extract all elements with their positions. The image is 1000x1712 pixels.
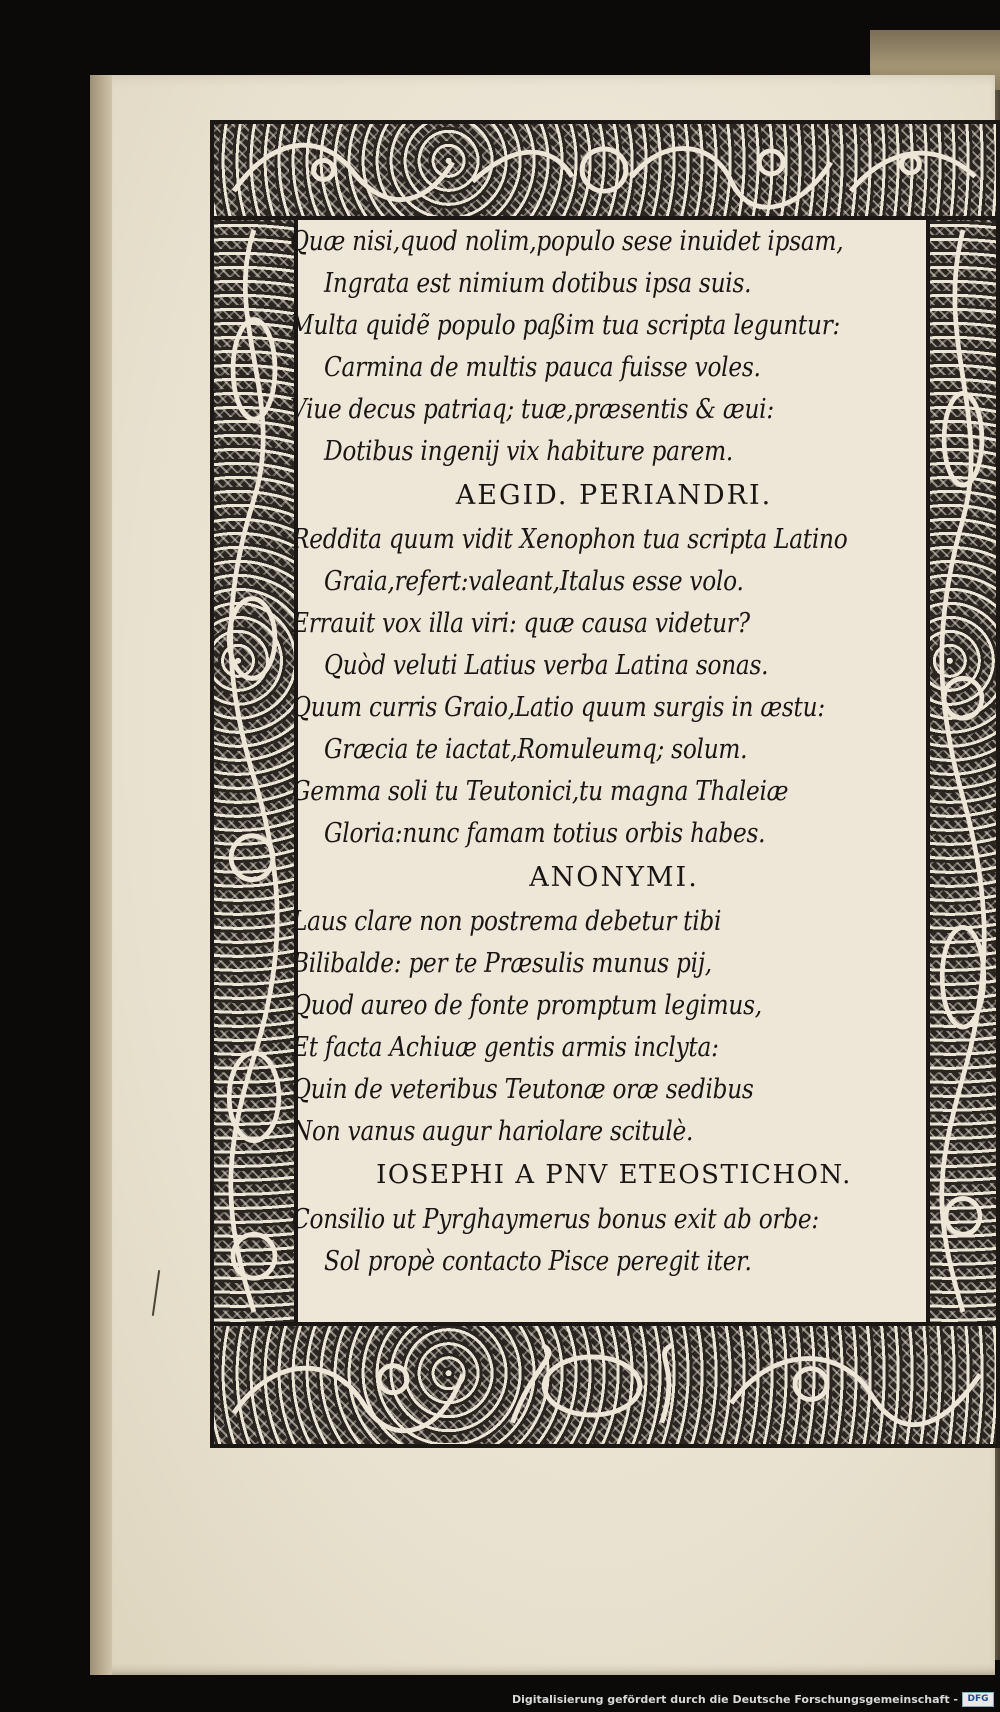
poem-line: Ingrata est nimium dotibus ipsa suis. [324,268,752,299]
poem-line: Graia,refert:valeant,Italus esse volo. [324,566,744,597]
section-heading: AEGID. PERIANDRI. [455,480,773,511]
poem-line: Sol propè contacto Pisce peregit iter. [324,1246,752,1277]
ornament-top-border [212,122,998,218]
poem-line: Laus clare non postrema debetur tibi [292,906,722,937]
poem-line: Non vanus augur hariolare scitulè. [292,1116,694,1147]
poem-line: Gloria:nunc famam totius orbis habes. [324,818,766,849]
poem-line: Quum curris Graio,Latio quum surgis in æstu: [292,692,825,723]
section-heading: IOSEPHI A PNV ETEOSTICHON. [376,1160,852,1190]
page-spine-shadow [90,75,112,1675]
poem-line: Græcia te iactat,Romuleumq; solum. [324,734,748,765]
poem-line: Quæ nisi,quod nolim,populo sese inuidet ipsam, [290,226,844,257]
ornament-bottom-border [212,1324,998,1446]
poem-line: Et facta Achiuæ gentis armis inclyta: [292,1032,719,1063]
dfg-logo: DFG [962,1692,994,1707]
digitization-credit: Digitalisierung gefördert durch die Deutsche Forschungsgemeinschaft - [511,1693,958,1706]
ornament-right-border [928,218,998,1324]
section-heading: ANONYMI. [529,862,699,893]
poem-line: Quòd veluti Latius verba Latina sonas. [324,650,769,681]
poem-text-block [290,218,928,1324]
poem-line: Viue decus patriaq; tuæ,præsentis & æui: [290,394,774,425]
ornament-left-border [212,218,296,1324]
poem-line: Errauit vox illa viri: quæ causa videtur? [292,608,750,639]
poem-line: Bilibalde: per te Præsulis munus pij, [292,948,712,979]
poem-line: Reddita quum vidit Xenophon tua scripta Latino [292,524,848,555]
poem-line: Quod aureo de fonte promptum legimus, [292,990,762,1021]
poem-line: Carmina de multis pauca fuisse voles. [324,352,761,383]
poem-line: Quin de veteribus Teutonæ oræ sedibus [292,1074,754,1105]
poem-line: Dotibus ingenij vix habiture parem. [324,436,733,467]
poem-line: Consilio ut Pyrghaymerus bonus exit ab orbe: [292,1204,819,1235]
poem-line: Multa quidẽ populo paßim tua scripta leguntur: [290,310,841,341]
poem-line: Gemma soli tu Teutonici,tu magna Thaleiæ [292,776,789,807]
